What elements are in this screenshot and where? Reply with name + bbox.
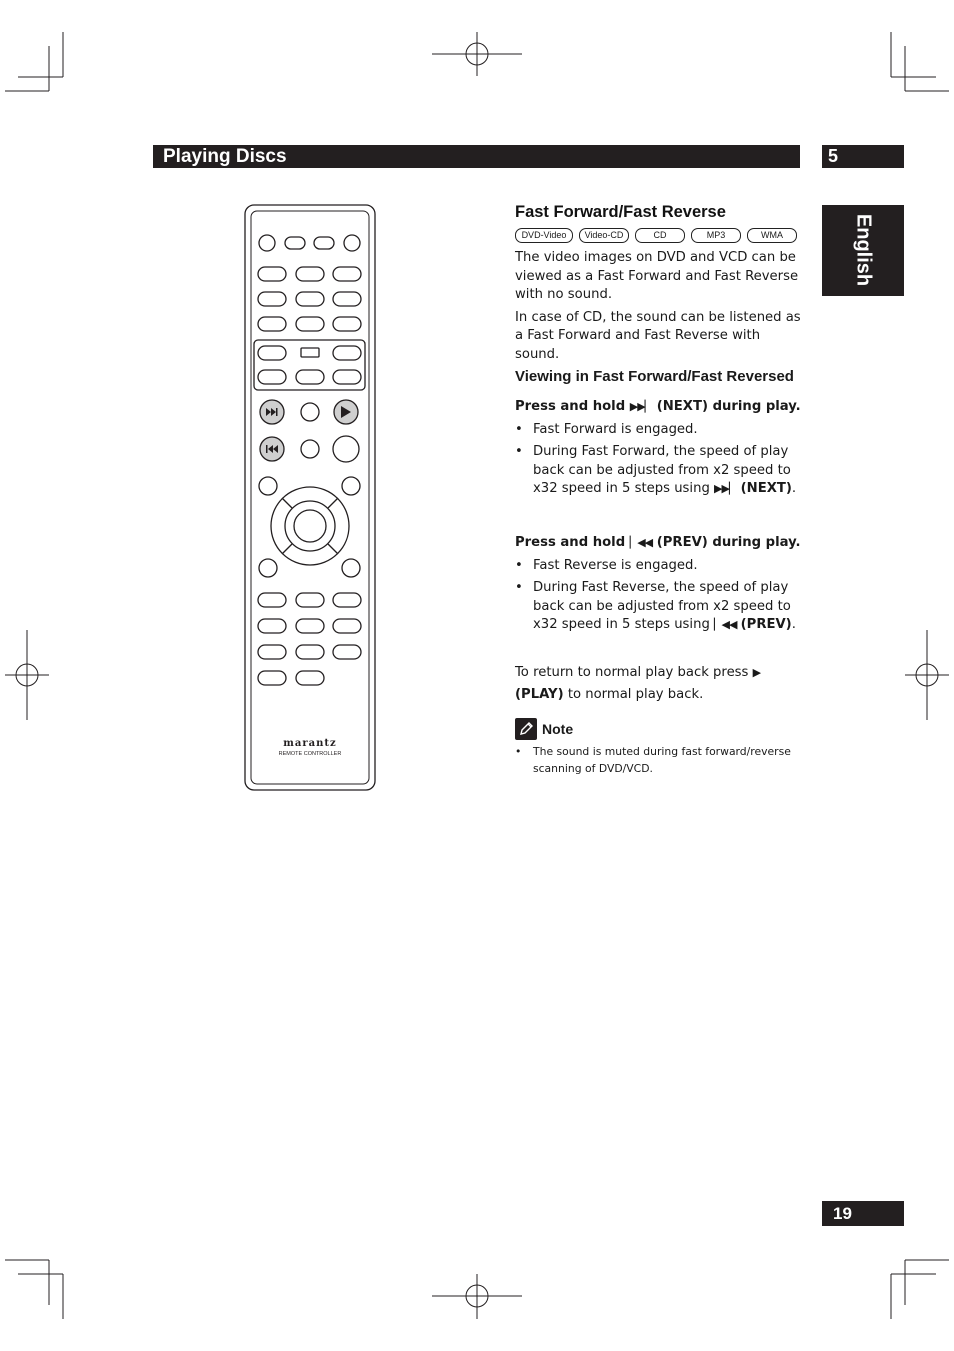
intro-paragraph-1: The video images on DVD and VCD can be viewed as a Fast Forward and Fast Reverse with no sound. (515, 250, 799, 302)
list-item (515, 579, 805, 635)
section-title: Playing Discs (153, 145, 800, 168)
badge-dvd-video: DVD-Video (515, 228, 573, 243)
note-label: Note (542, 721, 574, 737)
section-heading: Fast Forward/Fast Reverse (515, 203, 726, 221)
play-icon: ▶ (752, 666, 761, 679)
pencil-icon (515, 718, 537, 740)
badge-wma: WMA (747, 228, 797, 243)
disc-type-badges (515, 228, 797, 243)
step-next-end: . (791, 481, 797, 496)
intro-text (515, 249, 805, 364)
step-next-pre: Press and hold (515, 399, 626, 414)
page-number: 19 (822, 1201, 904, 1226)
language-tab-label: English (852, 213, 875, 287)
step-next-bullets (515, 421, 805, 499)
step-prev-post: (PREV) during play. (656, 535, 801, 550)
step-next-post: (NEXT) during play. (656, 399, 801, 414)
badge-cd: CD (635, 228, 685, 243)
remote-control-illustration (240, 200, 382, 796)
step-next-key: (NEXT) (740, 481, 792, 496)
remote-caption: REMOTE CONTROLLER (278, 751, 342, 757)
step-prev-pre: Press and hold (515, 535, 626, 550)
list-item: • Fast Forward is engaged. (515, 421, 805, 440)
next-icon: ▶▶▏ (629, 400, 653, 413)
subsection-heading: Viewing in Fast Forward/Fast Reversed (515, 368, 794, 385)
intro-paragraph-2: In case of CD, the sound can be listened as a Fast Forward and Fast Reverse with sound. (515, 309, 801, 362)
return-pre: To return to normal play back press (515, 665, 749, 680)
step-prev-bullets (515, 557, 805, 635)
next-icon: ▶▶▏ (714, 482, 737, 495)
list-item: • The sound is muted during fast forward/reverse scanning of DVD/VCD. (515, 743, 805, 777)
badge-mp3: MP3 (691, 228, 741, 243)
chapter-number: 5 (822, 145, 904, 168)
step-prev (515, 534, 805, 639)
prev-icon: ▏◀◀ (629, 536, 653, 549)
step-prev-bullet-text: During Fast Reverse, the speed of play back can be adjusted from x2 speed to x32 speed in 5 steps using (533, 580, 791, 632)
return-post: to normal play back. (567, 687, 704, 702)
return-key: (PLAY) (515, 687, 564, 702)
remote-brand-logo: marantz (283, 738, 337, 749)
step-next (515, 398, 805, 503)
return-instruction (515, 662, 805, 706)
step-next-bullet-text: During Fast Forward, the speed of play back can be adjusted from x2 speed to x32 speed in 5 steps using (533, 444, 791, 496)
badge-video-cd: Video-CD (579, 228, 629, 243)
list-item (515, 443, 805, 499)
note-heading (515, 718, 573, 740)
prev-icon: ▏◀◀ (714, 618, 737, 631)
step-prev-end: . (791, 617, 796, 632)
list-item: • Fast Reverse is engaged. (515, 557, 805, 576)
step-next-instruction (515, 398, 805, 417)
step-prev-instruction (515, 534, 805, 553)
step-prev-key: (PREV) (740, 617, 792, 632)
language-tab (822, 205, 904, 296)
note-list (515, 743, 805, 781)
